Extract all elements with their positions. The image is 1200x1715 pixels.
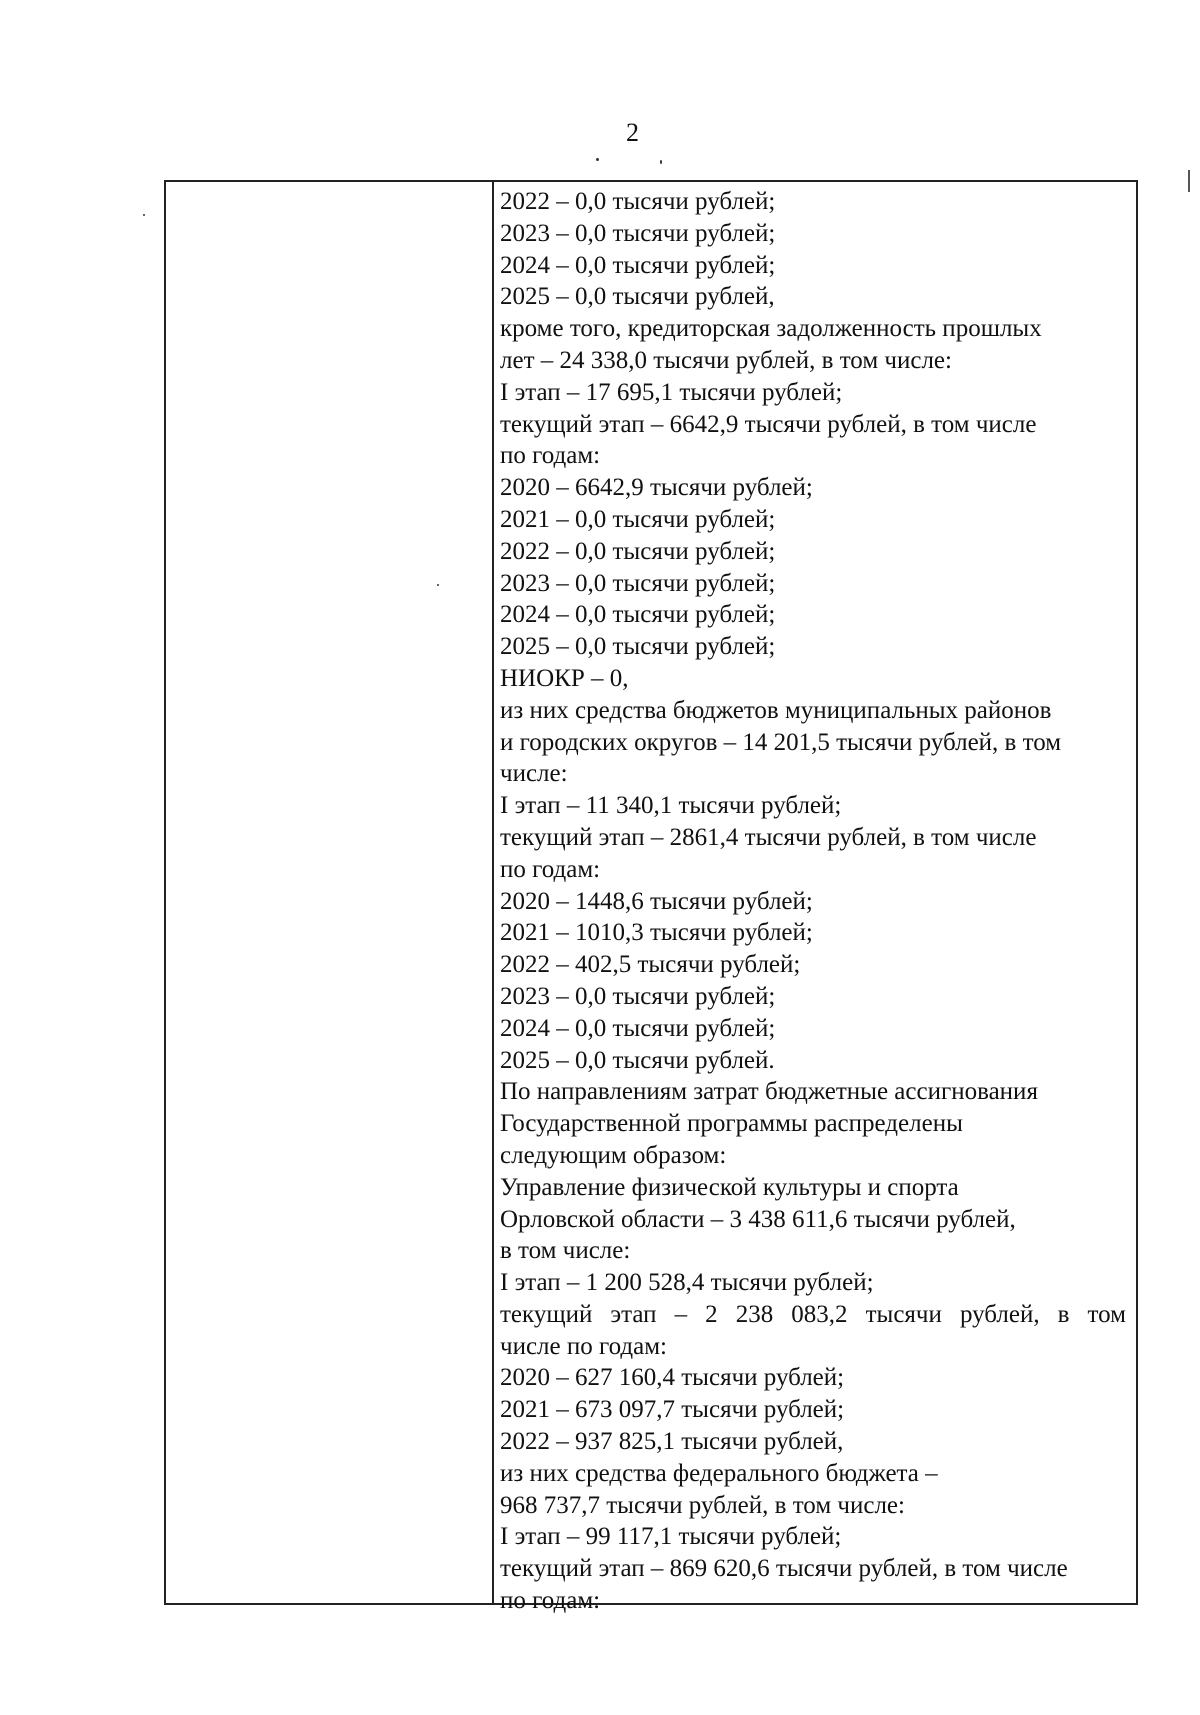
text-line: текущий этап – 6642,9 тысячи рублей, в том числе — [500, 410, 1037, 438]
text-line: 2023 – 0,0 тысячи рублей; — [500, 219, 776, 247]
text-line: из них средства федерального бюджета – — [500, 1459, 938, 1487]
table-right-column — [494, 182, 1136, 1615]
text-line: НИОКР – 0, — [500, 664, 629, 692]
table-left-column — [166, 182, 494, 1603]
scan-speck — [596, 158, 599, 161]
text-line: 2024 – 0,0 тысячи рублей; — [500, 601, 776, 629]
text-line: по годам: — [500, 442, 601, 470]
text-line: 2020 – 1448,6 тысячи рублей; — [500, 887, 813, 915]
text-line: текущий этап – 869 620,6 тысячи рублей, в том числе — [500, 1555, 1068, 1583]
text-line: кроме того, кредиторская задолженность прошлых — [500, 315, 1042, 343]
text-line: I этап – 11 340,1 тысячи рублей; — [500, 792, 842, 820]
scan-speck — [143, 214, 145, 216]
text-line: 2023 – 0,0 тысячи рублей; — [500, 569, 776, 597]
text-line: 2022 – 0,0 тысячи рублей; — [500, 188, 776, 215]
text-line: 2025 – 0,0 тысячи рублей; — [500, 633, 776, 661]
text-line: 2021 – 0,0 тысячи рублей; — [500, 505, 776, 533]
text-line: в том числе: — [500, 1237, 631, 1265]
text-line: I этап – 1 200 528,4 тысячи рублей; — [500, 1269, 874, 1297]
text-line: из них средства бюджетов муниципальных районов — [500, 696, 1052, 724]
scan-edge-mark — [1188, 170, 1190, 192]
text-line: по годам: — [500, 855, 601, 883]
text-line: 2023 – 0,0 тысячи рублей; — [500, 982, 776, 1010]
document-table — [164, 180, 1138, 1615]
text-line: 2022 – 402,5 тысячи рублей; — [500, 951, 801, 979]
text-line: I этап – 17 695,1 тысячи рублей; — [500, 378, 843, 406]
text-line: по годам: — [500, 1587, 601, 1615]
text-line: текущий этап – 2 238 083,2 тысячи рублей, в том — [500, 1300, 1126, 1328]
scan-speck — [660, 160, 662, 164]
text-line: Орловской области – 3 438 611,6 тысячи рублей, — [500, 1205, 1016, 1233]
text-line: 2022 – 937 825,1 тысячи рублей, — [500, 1428, 844, 1456]
page-number: 2 — [626, 118, 639, 147]
text-line: 2022 – 0,0 тысячи рублей; — [500, 537, 776, 565]
text-line: лет – 24 338,0 тысячи рублей, в том числе: — [500, 346, 952, 374]
text-line: текущий этап – 2861,4 тысячи рублей, в том числе — [500, 823, 1037, 851]
text-line: По направлениям затрат бюджетные ассигнования — [500, 1078, 1038, 1106]
text-line: 2020 – 627 160,4 тысячи рублей; — [500, 1364, 845, 1392]
text-line: 2021 – 1010,3 тысячи рублей; — [500, 919, 813, 947]
text-line: следующим образом: — [500, 1141, 727, 1169]
text-line: Государственной программы распределены — [500, 1110, 963, 1138]
text-line: числе по годам: — [500, 1332, 667, 1360]
text-line: и городских округов – 14 201,5 тысячи рублей, в том — [500, 728, 1062, 756]
text-line: Управление физической культуры и спорта — [500, 1173, 959, 1201]
text-line: 2025 – 0,0 тысячи рублей, — [500, 283, 775, 311]
text-line: 2021 – 673 097,7 тысячи рублей; — [500, 1396, 845, 1424]
text-line: 2024 – 0,0 тысячи рублей; — [500, 251, 776, 279]
text-line: 2020 – 6642,9 тысячи рублей; — [500, 474, 813, 502]
text-line: 968 737,7 тысячи рублей, в том числе: — [500, 1491, 905, 1519]
text-line: числе: — [500, 760, 568, 788]
text-line: 2024 – 0,0 тысячи рублей; — [500, 1014, 776, 1042]
text-line: I этап – 99 117,1 тысячи рублей; — [500, 1523, 842, 1551]
text-line: 2025 – 0,0 тысячи рублей. — [500, 1046, 775, 1074]
